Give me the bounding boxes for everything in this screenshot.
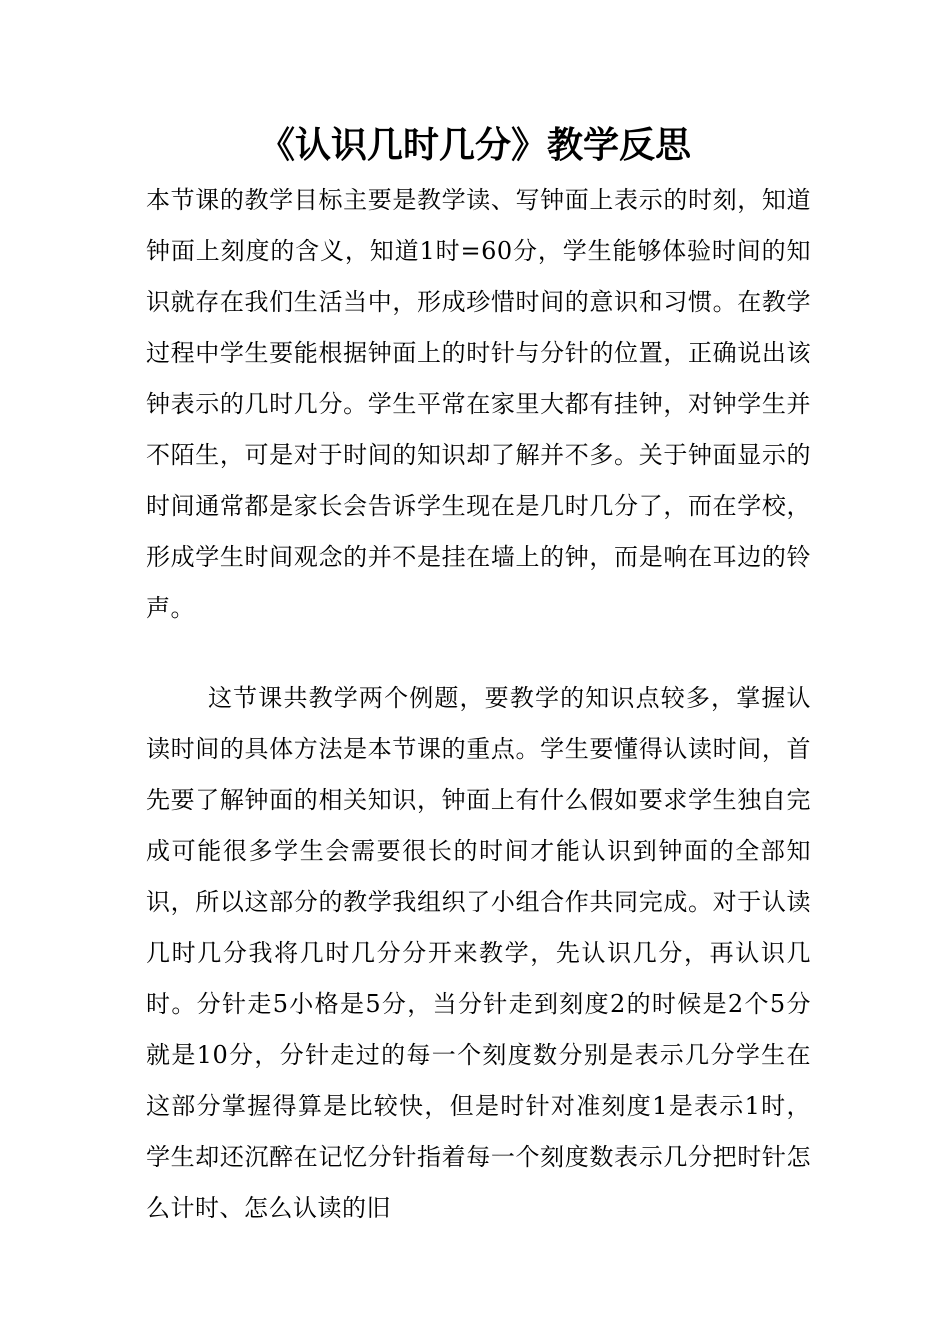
paragraph-1: 本节课的教学目标主要是教学读、写钟面上表示的时刻，知道钟面上刻度的含义，知道1时=60分，学生能够体验时间的知识就存在我们生活当中，形成珍惜时间的意识和习惯。在教学过程中学生要能根据钟面上的时针与分针的位置，正确说出该钟表示的几时几分。学生平常在家里大都有挂钟，对钟学生并不陌生，可是对于时间的知识却了解并不多。关于钟面显示的时间通常都是家长会告诉学生现在是几时几分了，而在学校，形成学生时间观念的并不是挂在墙上的钟，而是响在耳边的铃声。 (146, 186, 811, 622)
paragraph-2: 这节课共教学两个例题，要教学的知识点较多，掌握认读时间的具体方法是本节课的重点。学生要懂得认读时间，首先要了解钟面的相关知识，钟面上有什么假如要求学生独自完成可能很多学生会需要很长的时间才能认识到钟面的全部知识，所以这部分的教学我组织了小组合作共同完成。对于认读几时几分我将几时几分分开来教学，先认识几分，再认识几时。分针走5小格是5分，当分针走到刻度2的时候是2个5分就是10分，分针走过的每一个刻度数分别是表示几分学生在这部分掌握得算是比较快，但是时针对准刻度1是表示1时，学生却还沉醉在记忆分针指着每一个刻度数表示几分把时针怎么计时、怎么认读的旧 (146, 684, 811, 1222)
document-title: 《认识几时几分》教学反思 (258, 125, 691, 166)
